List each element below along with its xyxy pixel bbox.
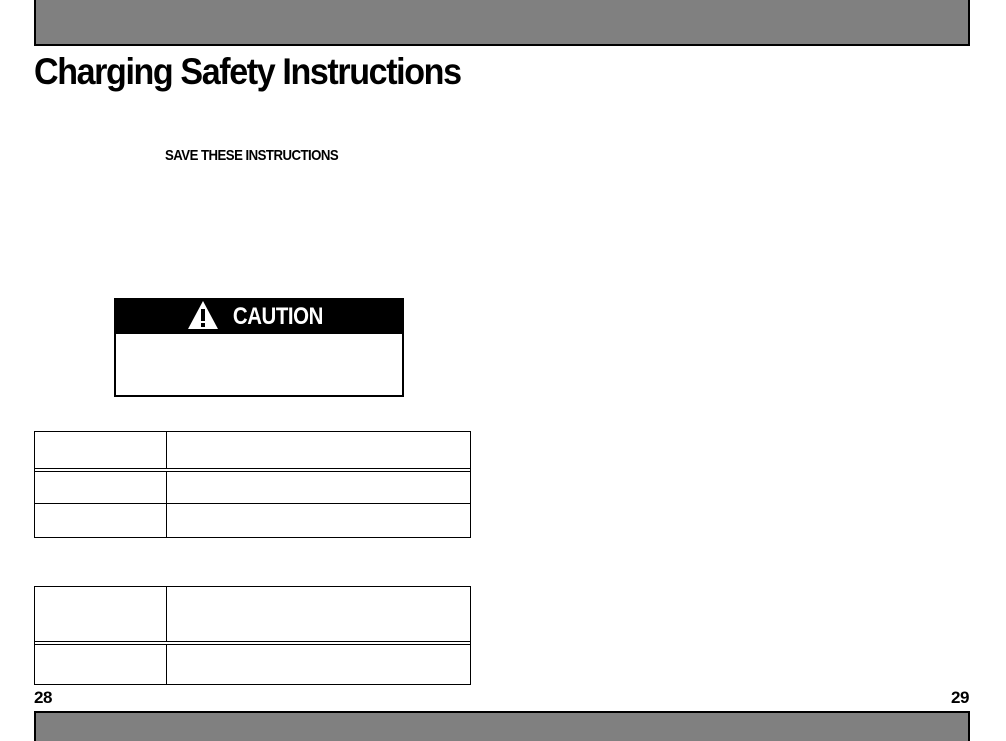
table-cell-value [167, 432, 470, 468]
caution-header [116, 300, 402, 334]
table-cell-value [167, 472, 470, 503]
table-row [35, 472, 470, 504]
table-cell-value [167, 645, 470, 684]
header-bar [34, 0, 970, 46]
caution-label: CAUTION [233, 303, 323, 330]
table-cell-value [167, 587, 470, 641]
table-row [35, 432, 470, 472]
table-cell-label [35, 587, 167, 641]
table-cell-label [35, 472, 167, 503]
caution-box [114, 298, 404, 397]
table-cell-label [35, 504, 167, 537]
table-cell-label [35, 432, 167, 468]
footer-bar [34, 711, 970, 741]
page-number-left: 28 [34, 688, 52, 707]
spec-table-1 [34, 431, 471, 538]
table-row [35, 504, 470, 537]
save-instructions-note: SAVE THESE INSTRUCTIONS [165, 147, 339, 164]
table-row [35, 587, 470, 645]
table-cell-value [167, 504, 470, 537]
spec-table-2 [34, 586, 471, 685]
warning-triangle-icon [187, 300, 219, 335]
table-row [35, 645, 470, 684]
table-cell-label [35, 645, 167, 684]
page-number-right: 29 [951, 688, 969, 707]
page-title: Charging Safety Instructions [34, 51, 461, 92]
